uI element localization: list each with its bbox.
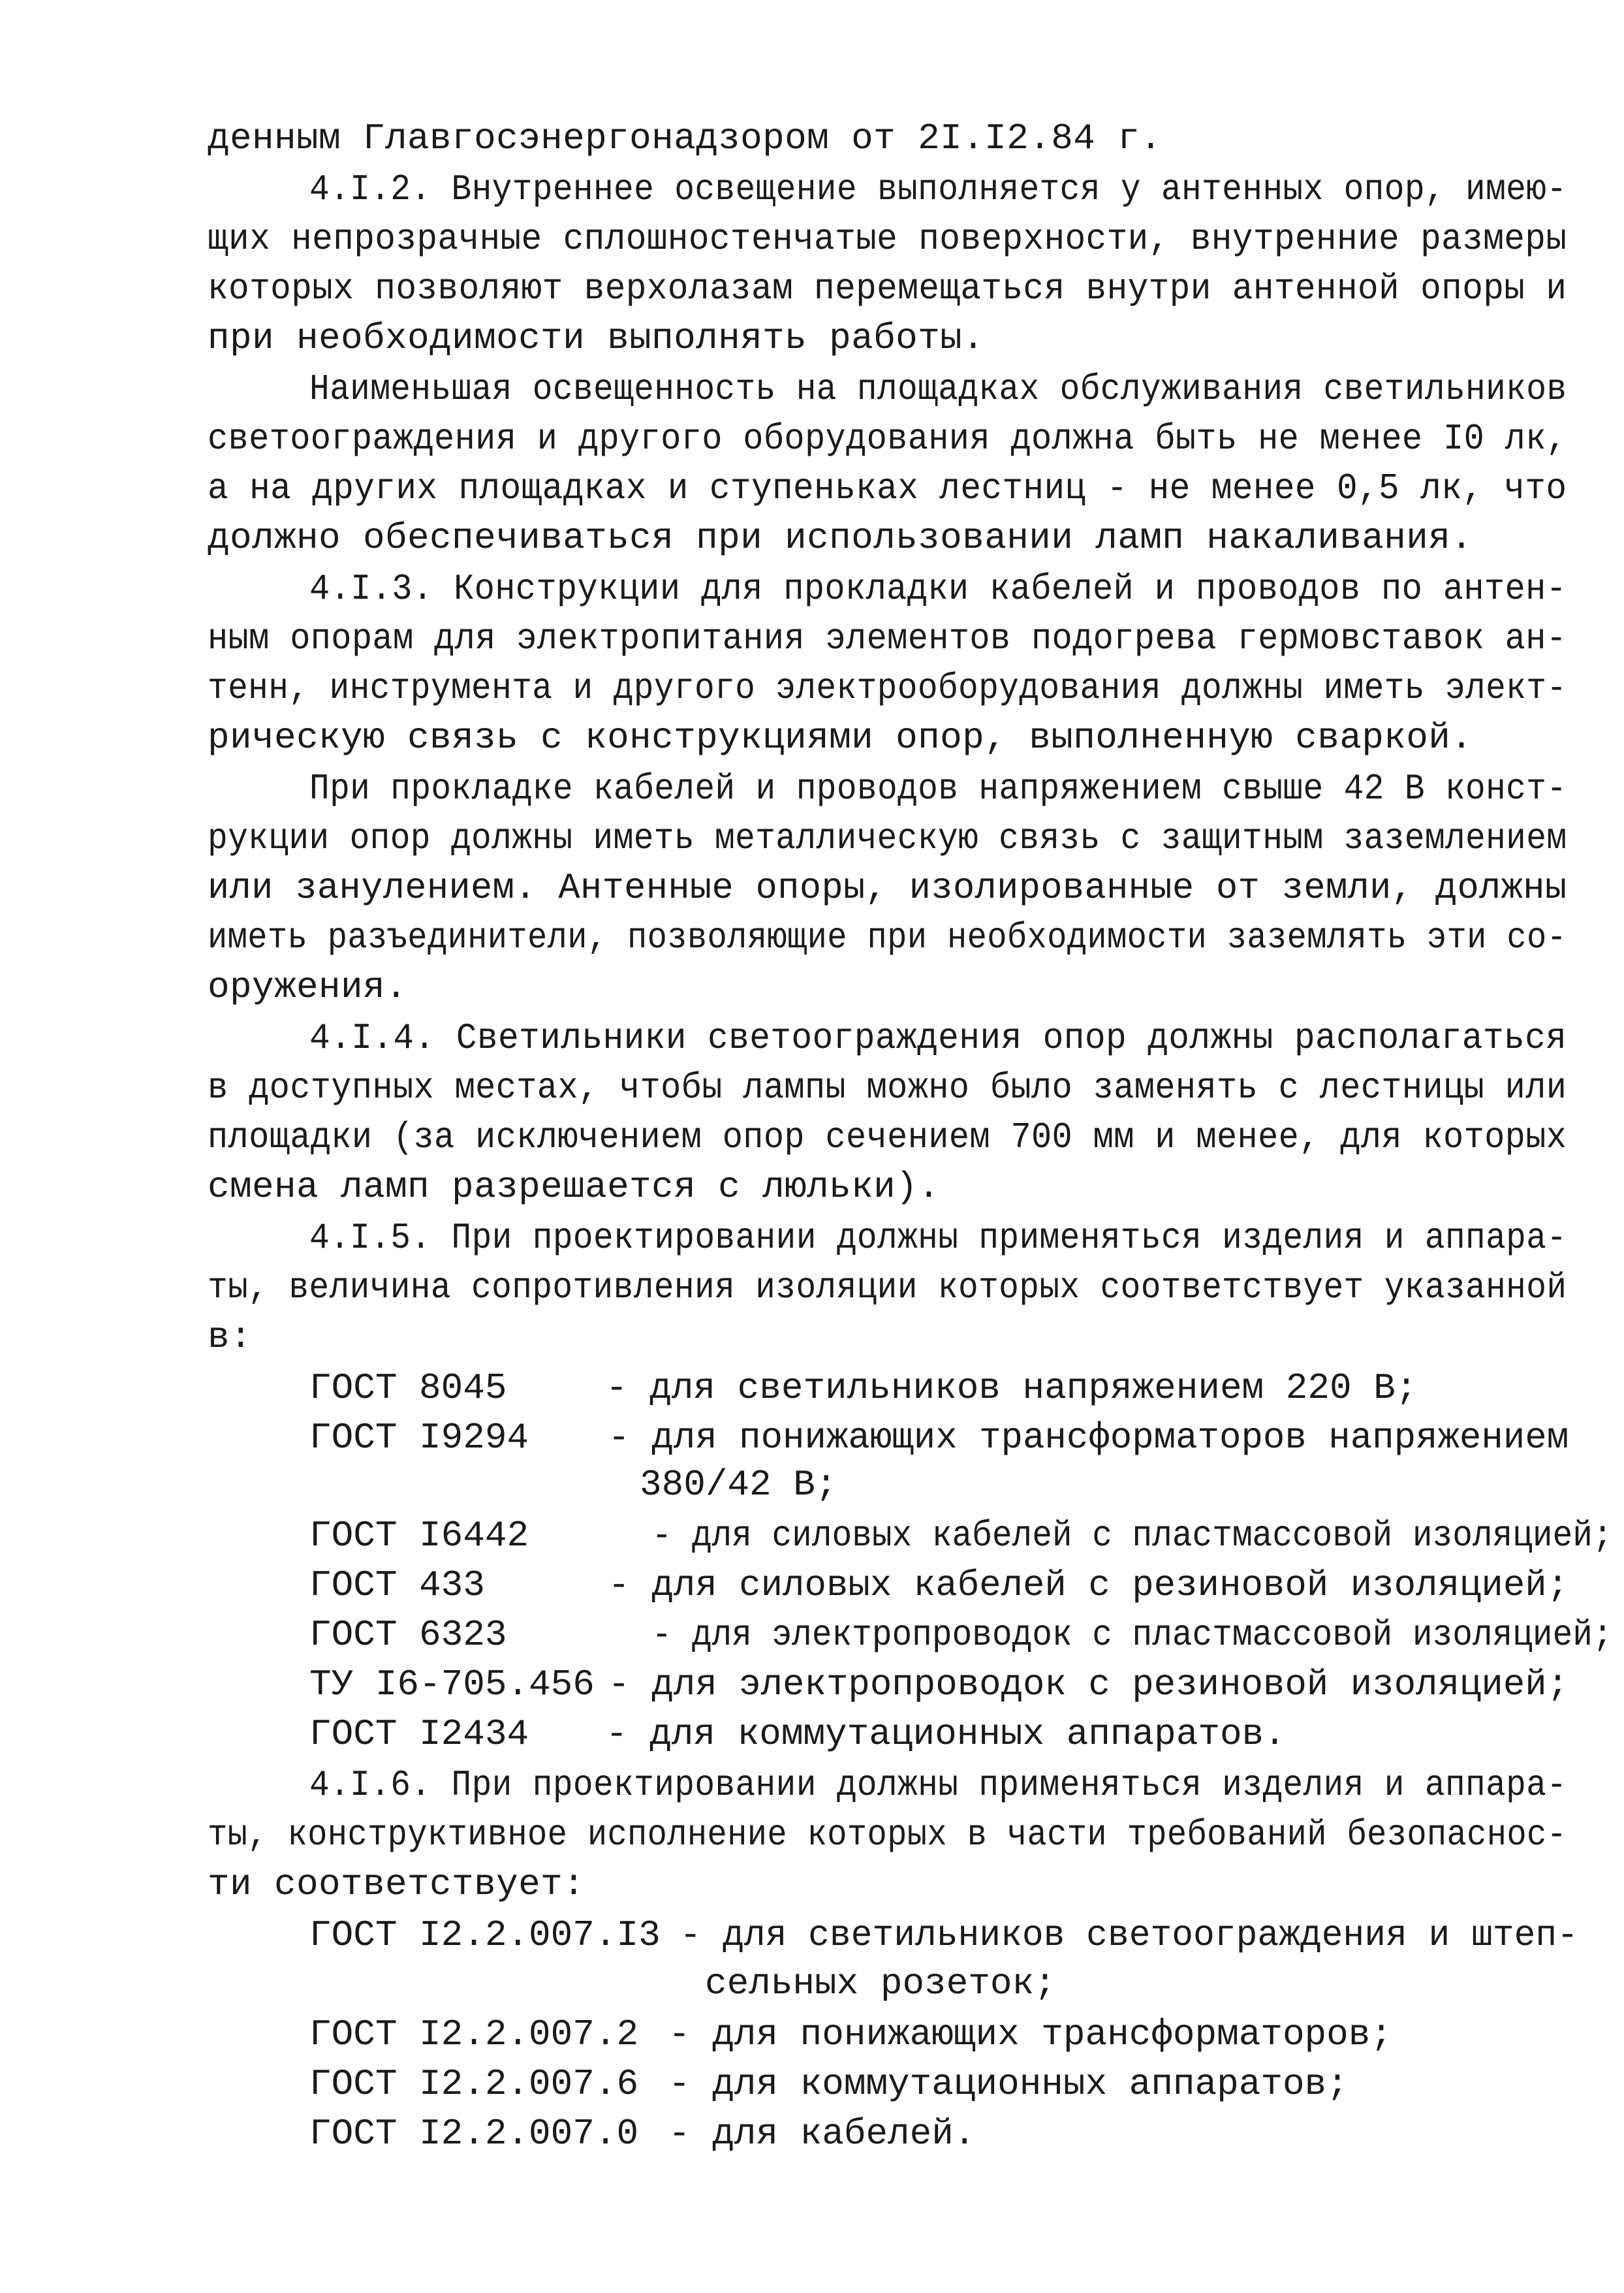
text-line: рукции опор должны иметь металлическую связь с защитным заземлением [208, 817, 1567, 859]
text-line: ты, конструктивное исполнение которых в части требований безопаснос- [208, 1814, 1567, 1856]
paragraph-first-line: Наименьшая освещенность на площадках обслуживания светильников [309, 368, 1567, 410]
text-line: щих непрозрачные сплошностенчатые поверхности, внутренние размеры [208, 218, 1567, 260]
gost-description: - для электропроводок с пластмассовой изоляцией; [651, 1614, 1613, 1656]
text-line: оружения. [208, 966, 408, 1008]
text-line: а на других площадках и ступеньках лестниц - не менее 0,5 лк, что [208, 467, 1567, 509]
text-line: при необходимости выполнять работы. [208, 317, 985, 359]
section-4-1-5-heading-line: 4.I.5. При проектировании должны применяться изделия и аппара- [309, 1217, 1567, 1259]
gost-code: ГОСТ I9294 [309, 1417, 529, 1459]
text-line: рическую связь с конструкциями опор, выполненную сваркой. [208, 717, 1473, 759]
gost-code: ГОСТ I2.2.007.0 [309, 2113, 639, 2155]
gost-description: - для коммутационных аппаратов; [668, 2063, 1349, 2105]
tu-code: ТУ I6-705.456 [309, 1664, 595, 1705]
text-line: или занулением. Антенные опоры, изолированные от земли, должны [208, 867, 1567, 909]
section-4-1-4-heading-line: 4.I.4. Светильники светоограждения опор должны располагаться [309, 1017, 1567, 1059]
gost-description: - для силовых кабелей с пластмассовой изоляцией; [651, 1515, 1613, 1557]
gost-description: - для светильников светоограждения и штеп- [679, 1914, 1578, 1956]
gost-description: - для электропроводок с резиновой изоляцией; [608, 1664, 1569, 1705]
gost-description: - для понижающих трансформаторов; [668, 2014, 1392, 2055]
gost-description: - для коммутационных аппаратов. [606, 1713, 1286, 1755]
paragraph-first-line: При прокладке кабелей и проводов напряжением свыше 42 В конст- [309, 768, 1567, 810]
text-line: смена ламп разрешается с люльки). [208, 1166, 941, 1208]
text-line: ти соответствует: [208, 1863, 586, 1905]
gost-code: ГОСТ I6442 [309, 1515, 529, 1557]
gost-code: ГОСТ I2.2.007.I3 [309, 1914, 661, 1956]
text-line: должно обеспечиваться при использовании ламп накаливания. [208, 517, 1473, 559]
gost-description: - для понижающих трансформаторов напряжением [608, 1417, 1569, 1459]
text-line: ты, величина сопротивления изоляции которых соответствует указанной [208, 1267, 1567, 1308]
gost-description-continuation: сельных розеток; [705, 1963, 1056, 2004]
text-line: светоограждения и другого оборудования должна быть не менее I0 лк, [208, 418, 1567, 460]
text-line: иметь разъединители, позволяющие при необходимости заземлять эти со- [208, 917, 1567, 958]
text-line: тенн, инструмента и другого электрооборудования должны иметь элект- [208, 667, 1567, 709]
text-line: денным Главгосэнергонадзором от 2I.I2.84 г. [208, 118, 1163, 159]
section-4-1-6-heading-line: 4.I.6. При проектировании должны применяться изделия и аппара- [309, 1764, 1567, 1806]
text-line: в доступных местах, чтобы лампы можно было заменять с лестницы или [208, 1067, 1567, 1109]
gost-code: ГОСТ I2.2.007.2 [309, 2014, 639, 2055]
gost-description: - для кабелей. [668, 2113, 976, 2155]
text-line: ным опорам для электропитания элементов подогрева гермовставок ан- [208, 618, 1567, 659]
text-line: площадки (за исключением опор сечением 700 мм и менее, для которых [208, 1116, 1567, 1158]
text-line: в: [208, 1316, 253, 1358]
section-4-1-2-heading-line: 4.I.2. Внутреннее освещение выполняется у антенных опор, имею- [309, 168, 1567, 210]
gost-code: ГОСТ I2434 [309, 1713, 529, 1755]
gost-description-continuation: 380/42 В; [640, 1464, 837, 1506]
gost-code: ГОСТ 6323 [309, 1614, 507, 1656]
gost-code: ГОСТ I2.2.007.6 [309, 2063, 639, 2105]
gost-code: ГОСТ 8045 [309, 1367, 507, 1409]
gost-code: ГОСТ 433 [309, 1564, 485, 1606]
gost-description: - для светильников напряжением 220 В; [606, 1367, 1418, 1409]
gost-description: - для силовых кабелей с резиновой изоляцией; [608, 1564, 1569, 1606]
text-line: которых позволяют верхолазам перемещаться внутри антенной опоры и [208, 268, 1567, 309]
section-4-1-3-heading-line: 4.I.3. Конструкции для прокладки кабелей и проводов по антен- [309, 568, 1567, 610]
